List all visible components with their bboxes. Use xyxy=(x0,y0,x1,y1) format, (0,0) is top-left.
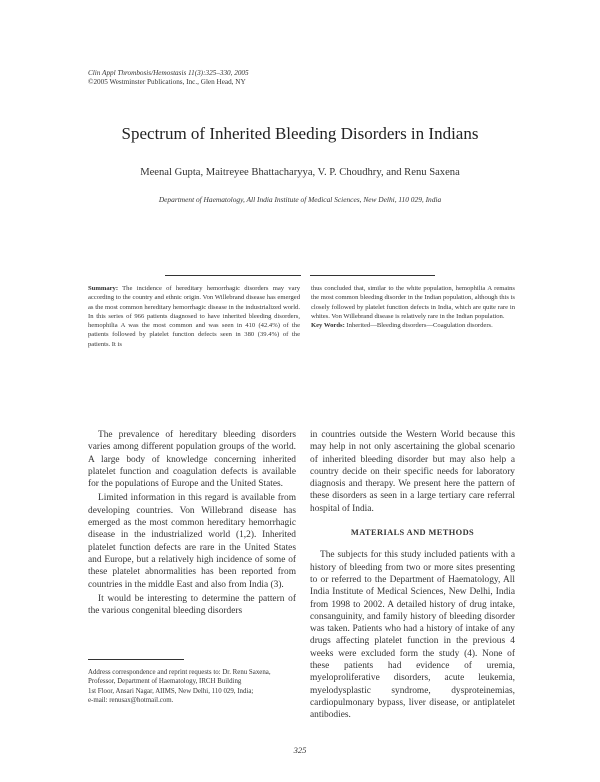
body-paragraph: The prevalence of hereditary bleeding disorders varies among different population groups of the world. A large body of knowledge concerning inherited platelet function and coagulation defects is available for the populations of Europe and the United States. xyxy=(88,430,296,490)
footnote-line: Address correspondence and reprint requests to: Dr. Renu Saxena, xyxy=(88,669,271,676)
summary-label: Summary: xyxy=(88,285,119,292)
body-paragraph: Limited information in this regard is available from developing countries. Von Willebrand disease has emerged as the most common hereditary hemorrhagic disease in the industrialized world (1,2). Inherited platelet function defects are rare in the United States and Europe, but a relatively high incidence of some of these platelet abnormalities has been reported from countries in the middle East and also from India (3). xyxy=(88,493,296,590)
article-authors: Meenal Gupta, Maitreyee Bhattacharyya, V. P. Choudhry, and Renu Saxena xyxy=(140,167,460,178)
footnote-line: e-mail: renusax@hotmail.com. xyxy=(88,696,174,704)
summary-text: The incidence of hereditary hemorrhagic disorders may vary according to the country and ethnic origin. Von Willebrand disease has emerged as the most common hereditary hemorrhagic disease in the industrialized world. In this series of 966 patients diagnosed to have inherited bleeding disorders, hemophilia A was the most common and was seen in 410 (42.4%) of the patients followed by platelet function defects seen in 380 (39.4%) of the patients. It is xyxy=(88,285,300,348)
body-paragraph: It would be interesting to determine the pattern of the various congenital bleeding disorders xyxy=(88,593,296,617)
copyright-line: ©2005 Westminster Publications, Inc., Glen Head, NY xyxy=(88,78,246,86)
footnote-line: Professor, Department of Haematology, IRCH Building xyxy=(88,678,242,686)
article-title: Spectrum of Inherited Bleeding Disorders in Indians xyxy=(121,124,479,143)
body-paragraph: The subjects for this study included patients with a history of bleeding from two or more sites presenting to or referred to the Department of Haematology, All India Institute of Medical Sciences, New Delhi, India from 1998 to 2002. A detailed history of drug intake, consanguinity, and family history of bleeding disorder was taken. Patients who had a history of intake of any drugs affecting platelet function in the previous 4 weeks were excluded form the study (4). None of these patients had evidence of uremia, myeloproliferative disorders, acute leukemia, myelodysplastic syndrome, dysproteinemias, cardiopulmonary bypass, liver disease, or antiplatelet antibodies. xyxy=(310,550,515,721)
footnote-rule xyxy=(88,659,184,660)
footnote xyxy=(88,668,308,705)
abstract-right xyxy=(311,284,515,330)
keywords-text: Inherited—Bleeding disorders—Coagulation disorders. xyxy=(346,322,493,330)
abstract-left xyxy=(88,284,300,349)
body-right-column xyxy=(310,429,515,722)
abstract-rule-left xyxy=(165,275,301,276)
abstract-rule-right xyxy=(310,275,435,276)
journal-citation: Clin Appl Thrombosis/Hemostasis 11(3):325–330, 2005 xyxy=(88,69,249,77)
article-affiliation: Department of Haematology, All India Institute of Medical Sciences, New Delhi, 110 029, India xyxy=(158,195,442,204)
journal-header xyxy=(88,69,249,87)
page-number: 325 xyxy=(293,745,307,755)
section-heading: MATERIALS AND METHODS xyxy=(350,528,475,538)
body-paragraph: in countries outside the Western World because this may help in not only ascertaining the global scenario of inherited bleeding disorder but may also help a country decide on their specific needs for laboratory diagnosis and therapy. We present here the pattern of these disorders as seen in a large tertiary care referral hospital of India. xyxy=(310,430,515,514)
footnote-line: 1st Floor, Ansari Nagar, AIIMS, New Delhi, 110 029, India; xyxy=(88,687,254,695)
body-left-column xyxy=(88,429,296,617)
summary-text-continued: thus concluded that, similar to the white population, hemophilia A remains the most common bleeding disorder in the Indian population, although this is closely followed by platelet function defects in India, which are quite rare in whites. Von Willebrand disease is relatively rare in the Indian population. xyxy=(311,285,515,320)
keywords-label: Key Words: xyxy=(311,322,345,330)
